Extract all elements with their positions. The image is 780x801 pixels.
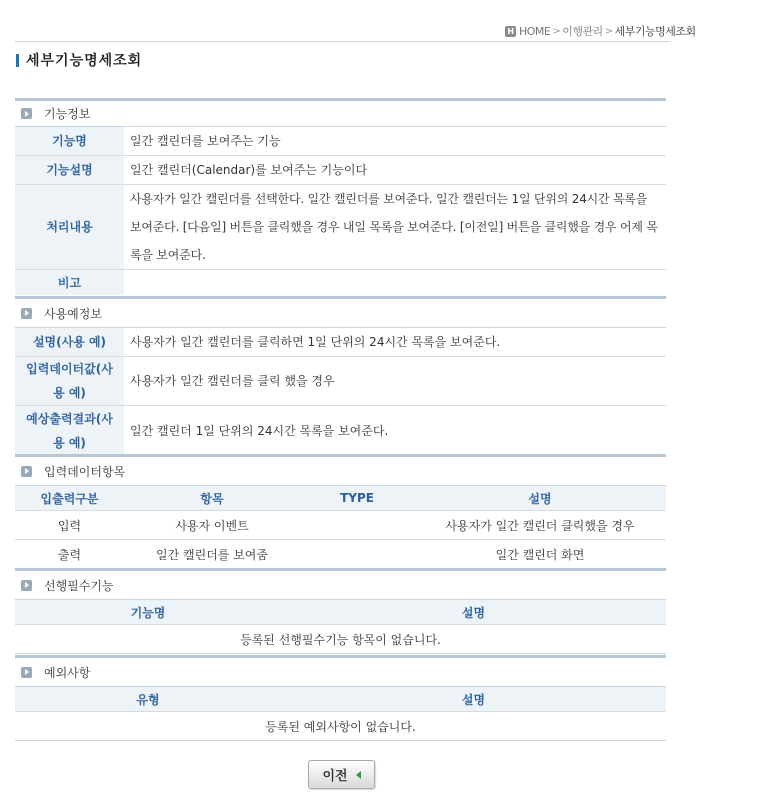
table-row (15, 357, 666, 406)
table-cell (300, 511, 414, 539)
column-header: 설명 (461, 692, 486, 707)
column-header: 유형 (136, 692, 160, 707)
section-title: 입력데이터항목 (44, 464, 126, 479)
header-divider (15, 41, 670, 42)
breadcrumb (505, 24, 696, 38)
row-label: 예상출력결과(사용 예) (15, 406, 124, 455)
table-header (15, 687, 666, 712)
section-prerequisite (15, 568, 666, 654)
section-function-info (15, 98, 666, 295)
row-label: 설명(사용 예) (15, 328, 124, 356)
section-title: 기능정보 (44, 107, 91, 121)
table-row (15, 511, 666, 540)
table-header (15, 486, 666, 511)
table-row (15, 540, 666, 569)
empty-message: 등록된 선행필수기능 항목이 없습니다. (15, 625, 666, 654)
column-header: 설명 (461, 605, 486, 620)
row-value: 사용자가 일간 캘린더를 선택한다. 일간 캘린더를 보여준다. 일간 캘린더는 1일 단위의 24시간 목록을 보여준다. [다음일] 버튼을 클릭했을 경우 내일 목록을 보여준다. [이전일] 버튼을 클릭했을 경우 어제 목록을 보여준다. (130, 192, 658, 262)
table-row (15, 185, 666, 270)
table-cell: 사용자가 일간 캘린더 클릭했을 경우 (445, 518, 635, 533)
table-cell (300, 540, 414, 569)
table-cell: 일간 캘린더 화면 (495, 548, 585, 562)
section-input-items (15, 454, 666, 569)
section-title: 선행필수기능 (44, 578, 114, 593)
section-title: 사용예정보 (44, 306, 102, 321)
table-header (15, 600, 666, 625)
prev-button[interactable] (308, 760, 375, 789)
table-cell: 사용자 이벤트 (175, 518, 249, 533)
table-row (15, 406, 666, 455)
page-title (16, 52, 142, 68)
breadcrumb-home[interactable]: HOME (519, 24, 551, 38)
arrow-right-icon (21, 108, 32, 119)
breadcrumb-separator: > (552, 25, 561, 37)
row-label: 처리내용 (15, 185, 124, 269)
row-value: 일간 캘린더 1일 단위의 24시간 목록을 보여준다. (130, 423, 389, 438)
table-cell: 일간 캘린더를 보여줌 (156, 548, 268, 562)
row-label: 기능설명 (15, 156, 124, 184)
column-header: 항목 (200, 491, 224, 506)
row-value: 사용자가 일간 캘린더를 클릭 했을 경우 (130, 374, 335, 388)
home-icon[interactable]: H (505, 26, 516, 37)
table-row (15, 270, 666, 295)
column-header: 입출력구분 (40, 491, 99, 506)
row-value (124, 270, 666, 295)
arrow-right-icon (21, 466, 32, 477)
breadcrumb-level1[interactable]: 이행관리 (562, 25, 603, 38)
table-cell: 입력 (57, 518, 82, 533)
section-header (15, 655, 666, 687)
title-bar-icon (16, 54, 19, 67)
table-row (15, 156, 666, 185)
page-title-text: 세부기능명세조회 (26, 53, 143, 69)
row-label: 비고 (15, 270, 124, 295)
section-header (15, 568, 666, 600)
empty-message: 등록된 예외사항이 없습니다. (15, 712, 666, 741)
arrow-right-icon (21, 308, 32, 319)
column-header: TYPE (340, 491, 374, 505)
row-value: 사용자가 일간 캘린더를 클릭하면 1일 단위의 24시간 목록을 보여준다. (130, 335, 501, 349)
section-title: 예외사항 (44, 665, 91, 680)
section-header (15, 98, 666, 127)
prev-button-label: 이전 (322, 769, 348, 784)
section-usage-info (15, 296, 666, 455)
row-value: 일간 캘린더를 보여주는 기능 (130, 134, 281, 148)
section-header (15, 454, 666, 486)
arrow-left-icon (356, 771, 361, 779)
table-cell: 출력 (57, 548, 82, 562)
breadcrumb-current: 세부기능명세조회 (614, 25, 696, 38)
row-label: 입력데이터값(사용 예) (15, 357, 124, 405)
table-row (15, 127, 666, 156)
column-header: 설명 (528, 491, 552, 506)
arrow-right-icon (21, 667, 32, 678)
table-row (15, 328, 666, 357)
row-label: 기능명 (15, 127, 124, 155)
column-header: 기능명 (130, 605, 166, 620)
section-header (15, 296, 666, 328)
row-value: 일간 캘린더(Calendar)를 보여주는 기능이다 (130, 163, 368, 177)
arrow-right-icon (21, 580, 32, 591)
section-exceptions (15, 655, 666, 741)
breadcrumb-separator: > (604, 25, 613, 37)
